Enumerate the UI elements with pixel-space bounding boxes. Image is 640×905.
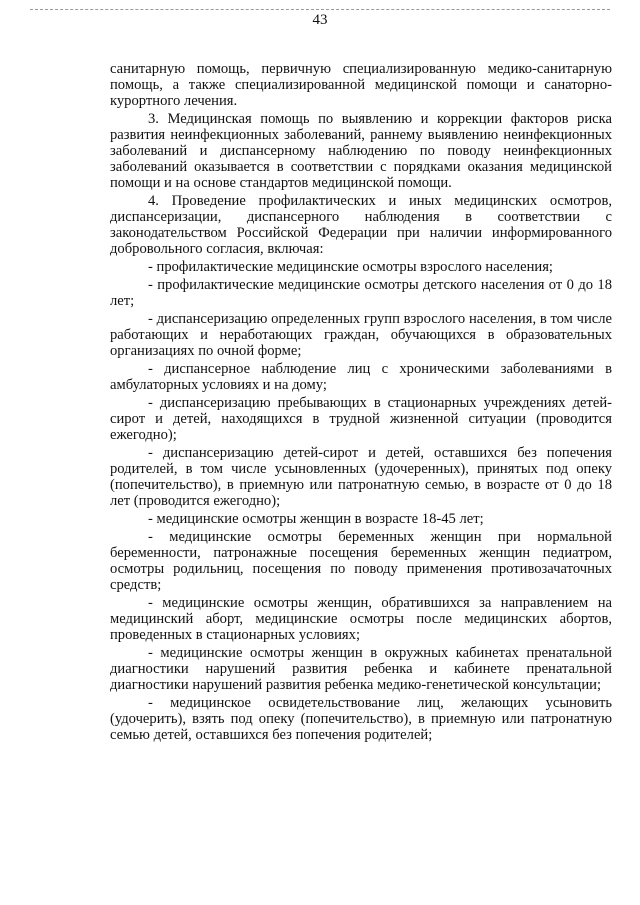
- paragraph-continuation: санитарную помощь, первичную специализированную медико-санитарную помощь, а также специализированной медицинской помощи и санаторно-курортного лечения.: [110, 61, 612, 109]
- list-item: - диспансеризацию определенных групп взрослого населения, в том числе работающих и неработающих граждан, обучающихся в образовательных организациях по очной форме;: [110, 311, 612, 359]
- list-item: - медицинские осмотры беременных женщин при нормальной беременности, патронажные посещения беременных женщин педиатром, осмотры родильниц, посещения по поводу применения противозачаточных средств;: [110, 529, 612, 593]
- list-item: - медицинские осмотры женщин, обратившихся за направлением на медицинский аборт, медицинские осмотры после медицинских абортов, проведенных в стационарных условиях;: [110, 595, 612, 643]
- list-item: - диспансеризацию пребывающих в стационарных учреждениях детей-сирот и детей, находящихся в трудной жизненной ситуации (проводится ежегодно);: [110, 395, 612, 443]
- document-body: [110, 61, 612, 745]
- paragraph-item-3: 3. Медицинская помощь по выявлению и коррекции факторов риска развития неинфекционных заболеваний, раннему выявлению неинфекционных заболеваний и диспансерному наблюдению по поводу неинфекционных заболеваний оказывается в соответствии с порядками оказания медицинской помощи и на основе стандартов медицинской помощи.: [110, 111, 612, 191]
- list-item: - диспансеризацию детей-сирот и детей, оставшихся без попечения родителей, в том числе усыновленных (удочеренных), принятых под опеку (попечительство), в приемную или патронатную семью, в возрасте от 0 до 18 лет (проводится ежегодно);: [110, 445, 612, 509]
- list-item: - профилактические медицинские осмотры взрослого населения;: [148, 259, 553, 275]
- list-item: - медицинские осмотры женщин в возрасте 18-45 лет;: [148, 511, 484, 527]
- list-item: - медицинские осмотры женщин в окружных кабинетах пренатальной диагностики нарушений развития ребенка и кабинете пренатальной диагностики нарушений развития ребенка медико-генетической консультации;: [110, 645, 612, 693]
- list-item: - профилактические медицинские осмотры детского населения от 0 до 18 лет;: [110, 277, 612, 309]
- paragraph-item-4: 4. Проведение профилактических и иных медицинских осмотров, диспансеризации, диспансерного наблюдения в соответствии с законодательством Российской Федерации при наличии информированного добровольного согласия, включая:: [110, 193, 612, 257]
- list-item: - медицинское освидетельствование лиц, желающих усыновить (удочерить), взять под опеку (попечительство), в приемную или патронатную семью детей, оставшихся без попечения родителей;: [110, 695, 612, 743]
- scan-edge-line: [30, 9, 610, 10]
- page-number: 43: [312, 12, 328, 28]
- list-item: - диспансерное наблюдение лиц с хроническими заболеваниями в амбулаторных условиях и на дому;: [110, 361, 612, 393]
